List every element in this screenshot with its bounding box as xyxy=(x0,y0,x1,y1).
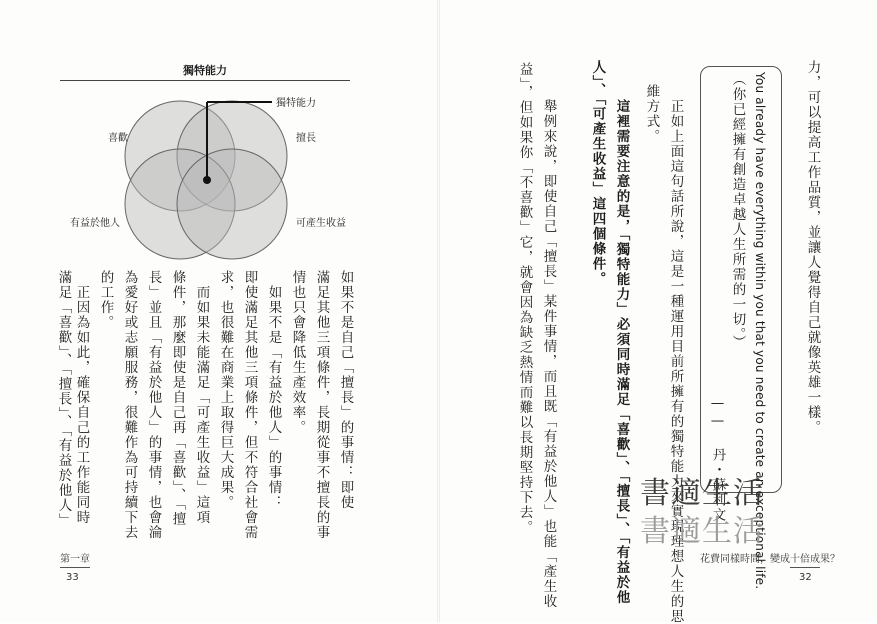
body-column: 而如果未能滿足「可產生收益」這項 xyxy=(193,270,210,525)
body-column: 的工作。 xyxy=(97,270,114,330)
body-column: 滿足其他三項條件，長期從事不擅長的事 xyxy=(313,270,330,540)
body-column: 條件，那麼即使是自己再「喜歡」、「擅 xyxy=(169,270,186,527)
quote-attribution: —— 丹・蘇利文 xyxy=(709,395,726,523)
body-column: 維方式。 xyxy=(643,84,660,144)
label-like: 喜歡 xyxy=(108,133,128,144)
center-dot xyxy=(203,176,211,184)
body-column: 正如上面這句話所說，這是一種運用目前所擁有的獨特能力來實現理想人生的思 xyxy=(667,84,684,624)
watermark-logo: 書適生活 xyxy=(640,476,764,511)
watermark-logo-shadow: 書適生活 xyxy=(640,514,764,549)
label-helpful: 有益於他人 xyxy=(70,218,120,229)
body-column: 滿足「喜歡」、「擅長」、「有益於他人」 xyxy=(55,270,72,528)
venn-diagram xyxy=(60,84,360,264)
book-gutter xyxy=(437,0,440,622)
chapter-label: 第一章 xyxy=(60,554,90,565)
body-column-bold: 人」、「可產生收益」這四個條件。 xyxy=(589,60,606,287)
body-column: 舉例來說，即使自己「擅長」某件事情，而且既「有益於他人」也能「產生收 xyxy=(540,84,557,609)
label-good-at: 擅長 xyxy=(296,133,316,144)
body-column-bold: 這裡需要注意的是，「獨特能力」必須同時滿足「喜歡」、「擅長」、「有益於他 xyxy=(613,84,630,606)
body-column: 情也只會降低生產效率。 xyxy=(289,270,306,435)
diagram-title-rule xyxy=(60,80,350,81)
body-column: 正因為如此，確保自己的工作能同時 xyxy=(73,270,90,525)
page-number-right: 32 xyxy=(799,572,812,583)
venn-circle-profitable xyxy=(177,149,287,259)
body-column: 益」，但如果你「不喜歡」它，就會因為缺乏熱情而難以長期堅持下去。 xyxy=(516,62,533,536)
footer-rule-left xyxy=(60,567,90,568)
label-profitable: 可產生收益 xyxy=(296,218,346,229)
label-unique-ability: 獨特能力 xyxy=(276,98,316,109)
body-column: 如果不是「有益於他人」的事情： xyxy=(265,270,282,510)
footer-rule-right xyxy=(790,567,820,568)
body-column: 求，也很難在商業上取得巨大成果。 xyxy=(217,270,234,510)
body-column: 如果不是自己「擅長」的事情：即使 xyxy=(337,270,354,510)
body-column: 即使滿足其他三項條件，但不符合社會需 xyxy=(241,270,258,540)
quote-translation: （你已經擁有創造卓越人生所需的一切。） xyxy=(729,72,746,351)
page-number-left: 33 xyxy=(66,572,79,583)
body-column: 為愛好或志願服務，很難作為可持續下去 xyxy=(121,270,138,540)
running-title: 花費同樣時間，變成十倍成果？ xyxy=(700,554,840,565)
body-column: 力，可以提高工作品質，並讓人覺得自己就像英雄一樣。 xyxy=(804,60,821,435)
quote-english: You already have everything within you that you need to create an exceptional life. xyxy=(753,72,767,590)
diagram-title: 獨特能力 xyxy=(183,64,227,77)
body-column: 長」並且「有益於他人」的事情，也會淪 xyxy=(145,270,162,540)
